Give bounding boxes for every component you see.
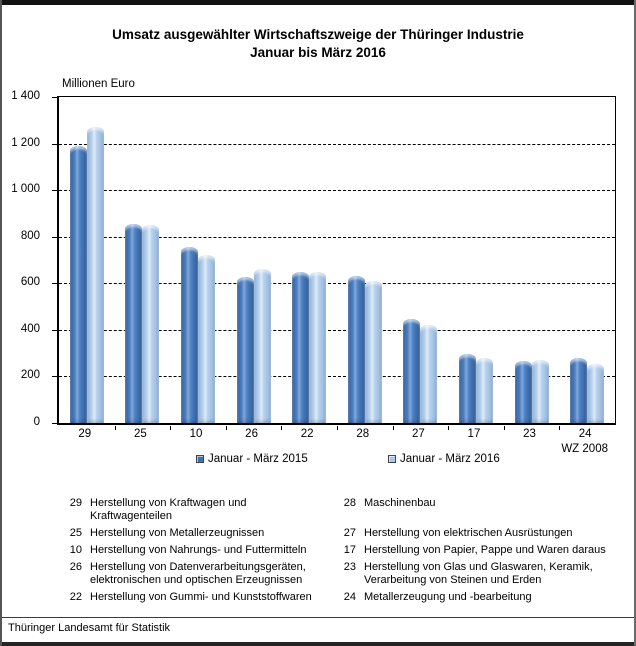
y-tick-label: 1 200 (11, 136, 40, 149)
code-label: Herstellung von Nahrungs- und Futtermitteln (90, 544, 307, 556)
chart-title-line2: Januar bis März 2016 (250, 45, 386, 60)
code-label: Herstellung von Datenverarbeitungsgeräten, elektronischen und optischen Erzeugnissen (90, 561, 306, 586)
y-tick-label: 200 (20, 369, 40, 382)
bar-group-28 (337, 97, 393, 423)
legend-item-2016 (388, 453, 500, 465)
x-tick-label-27: 27 (411, 428, 425, 440)
y-tick-label: 400 (20, 322, 40, 335)
bar-22-2016 (309, 272, 326, 423)
footer-divider (2, 617, 634, 618)
window-frame-top (0, 0, 636, 5)
code-number: 26 (69, 561, 82, 573)
y-tick-label: 0 (33, 416, 40, 428)
bar-28-2016 (365, 281, 382, 424)
bar-27-2015 (403, 319, 420, 423)
bar-27-2016 (420, 325, 437, 423)
y-tick-label: 1 000 (11, 183, 40, 196)
x-tick-label-28: 28 (356, 428, 370, 440)
x-axis-labels (57, 428, 613, 440)
bar-group-25 (115, 97, 171, 423)
industry-code-list (62, 497, 624, 604)
bar-group-23 (504, 97, 560, 423)
code-number: 28 (343, 497, 356, 509)
y-tickmark-1000 (52, 190, 57, 191)
bar-24-2015 (570, 358, 587, 423)
legend-label: Januar - März 2016 (400, 453, 500, 465)
chart-title-line1: Umsatz ausgewählter Wirtschaftszweige der Thüringer Industrie (112, 27, 524, 42)
x-tick-label-17: 17 (467, 428, 481, 440)
y-axis-labels (2, 90, 50, 428)
code-label: Herstellung von Papier, Pappe und Waren daraus (364, 544, 606, 556)
bar-29-2016 (87, 127, 104, 423)
bar-23-2016 (532, 360, 549, 423)
bar-25-2015 (125, 224, 142, 423)
bar-26-2015 (237, 277, 254, 423)
bar-29-2015 (70, 146, 87, 423)
bar-25-2016 (142, 225, 159, 423)
bar-17-2016 (476, 358, 493, 423)
bar-28-2015 (348, 276, 365, 423)
y-tick-label: 600 (20, 276, 40, 289)
code-number: 27 (343, 527, 356, 539)
bar-group-10 (170, 97, 226, 423)
y-tickmark-200 (52, 376, 57, 377)
code-number: 23 (343, 561, 356, 573)
x-tick-label-29: 29 (78, 428, 92, 440)
bar-23-2015 (515, 361, 532, 423)
y-tickmark-400 (52, 330, 57, 331)
x-tick-label-10: 10 (189, 428, 203, 440)
code-label: Herstellung von Gummi- und Kunststoffwaren (90, 591, 312, 603)
y-tickmark-600 (52, 283, 57, 284)
code-number: 10 (69, 544, 82, 556)
bar-10-2016 (198, 255, 215, 423)
y-axis-unit-label: Millionen Euro (62, 78, 135, 90)
y-tickmark-1200 (52, 144, 57, 145)
bar-10-2015 (181, 247, 198, 423)
code-number: 29 (69, 497, 82, 509)
legend-item-2015 (196, 453, 308, 465)
bar-group-22 (281, 97, 337, 423)
code-number: 25 (69, 527, 82, 539)
bar-24-2016 (587, 364, 604, 423)
x-tick-label-23: 23 (523, 428, 536, 440)
code-label: Herstellung von Glas und Glaswaren, Keramik, Verarbeitung von Steinen und Erden (364, 561, 593, 586)
bar-26-2016 (254, 269, 271, 423)
y-tick-label: 800 (20, 229, 40, 242)
bar-group-27 (393, 97, 449, 423)
bar-22-2015 (292, 272, 309, 423)
window-frame-bottom (0, 642, 636, 646)
bar-group-29 (59, 97, 115, 423)
chart-legend (57, 453, 613, 469)
x-tick-label-26: 26 (245, 428, 258, 440)
plot-area (57, 96, 616, 425)
code-label: Metallerzeugung und -bearbeitung (364, 591, 532, 603)
y-tick-label: 1 400 (11, 90, 40, 102)
code-label: Herstellung von Metallerzeugnissen (90, 527, 265, 539)
y-tickmark-1400 (52, 97, 57, 98)
wz-2008-note: WZ 2008 (561, 443, 608, 455)
code-label: Herstellung von Kraftwagen und Kraftwagenteilen (90, 497, 247, 522)
bar-group-17 (448, 97, 504, 423)
legend-swatch-icon (196, 455, 204, 463)
code-label: Maschinenbau (364, 497, 436, 509)
x-tick-label-24: 24 (578, 428, 592, 440)
footer-source: Thüringer Landesamt für Statistik (8, 622, 171, 634)
x-tick-label-22: 22 (300, 428, 314, 440)
code-label: Herstellung von elektrischen Ausrüstungen (364, 527, 573, 539)
bar-17-2015 (459, 354, 476, 423)
y-tickmark-0 (52, 423, 57, 424)
legend-swatch-icon (388, 455, 396, 463)
code-number: 24 (343, 591, 356, 603)
code-number: 22 (69, 591, 82, 603)
bar-group-26 (226, 97, 282, 423)
y-tickmark-800 (52, 237, 57, 238)
chart-title (0, 26, 636, 62)
x-tick-label-25: 25 (133, 428, 147, 440)
code-number: 17 (343, 544, 356, 556)
bar-group-24 (559, 97, 615, 423)
legend-label: Januar - März 2015 (208, 453, 308, 465)
